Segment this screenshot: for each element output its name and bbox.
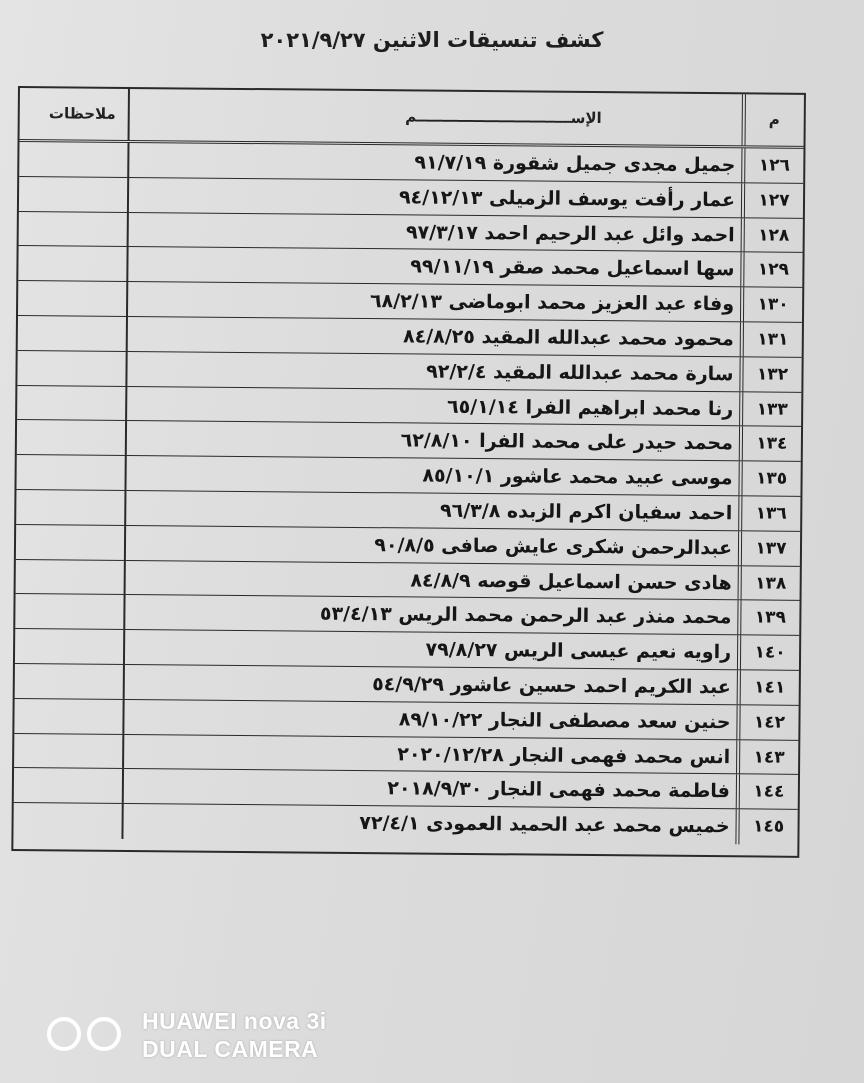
name-cell: سارة محمد عبدالله المقيد ٩٢/٢/٤ bbox=[127, 352, 743, 391]
watermark-camera: DUAL CAMERA bbox=[142, 1036, 319, 1062]
number-cell: ١٤٥ bbox=[752, 816, 785, 837]
header-notes-cell bbox=[20, 88, 130, 140]
name-cell: حنين سعد مصطفى النجار ٨٩/١٠/٢٢ bbox=[124, 700, 740, 739]
name-cell: راويه نعيم عيسى الريس ٧٩/٨/٢٧ bbox=[125, 630, 741, 669]
document-title: كشف تنسيقات الاثنين ٢٠٢١/٩/٢٧ bbox=[260, 28, 604, 52]
number-cell: ١٣٧ bbox=[755, 538, 787, 559]
notes-cell bbox=[18, 246, 128, 281]
table-body bbox=[13, 142, 803, 856]
notes-cell bbox=[19, 177, 129, 212]
notes-cell bbox=[16, 490, 126, 525]
number-cell: ١٤٤ bbox=[753, 781, 785, 803]
notes-cell bbox=[16, 560, 126, 595]
notes-cell bbox=[18, 281, 128, 316]
name-cell: محمد حيدر على محمد الفرا ٦٢/٨/١٠ bbox=[127, 421, 743, 460]
notes-cell bbox=[15, 664, 125, 699]
header-name-label: الإســــــــــــــــــــــــــــــم bbox=[405, 107, 602, 128]
name-cell: وفاء عبد العزيز محمد ابوماضى ٦٨/٢/١٣ bbox=[128, 282, 744, 321]
name-cell: احمد وائل عبد الرحيم احمد ٩٧/٣/١٧ bbox=[129, 213, 745, 252]
notes-cell bbox=[17, 351, 127, 386]
notes-cell bbox=[17, 386, 127, 421]
notes-cell bbox=[19, 212, 129, 247]
name-cell: رنا محمد ابراهيم الفرا ٦٥/١/١٤ bbox=[127, 387, 743, 426]
number-cell: ١٣٣ bbox=[756, 399, 788, 420]
name-cell: هادى حسن اسماعيل قوصه ٨٤/٨/٩ bbox=[126, 561, 742, 600]
number-cell: ١٢٧ bbox=[758, 190, 790, 211]
camera-watermark bbox=[44, 1008, 444, 1068]
number-cell: ١٢٩ bbox=[757, 259, 790, 281]
name-cell: عبد الكريم احمد حسين عاشور ٥٤/٩/٢٩ bbox=[125, 665, 741, 704]
dual-camera-circles-icon bbox=[44, 1012, 134, 1056]
name-cell: احمد سفيان اكرم الزبده ٩٦/٣/٨ bbox=[126, 491, 742, 530]
name-cell: محمد منذر عبد الرحمن محمد الريس ٥٣/٤/١٣ bbox=[125, 595, 741, 634]
number-cell: ١٤١ bbox=[754, 677, 786, 698]
number-cell: ١٣٦ bbox=[755, 503, 787, 524]
number-cell: ١٣٢ bbox=[756, 364, 789, 385]
number-cell: ١٣٩ bbox=[754, 607, 787, 629]
number-cell: ١٤٢ bbox=[753, 712, 786, 733]
name-cell: فاطمة محمد فهمى النجار ٢٠١٨/٩/٣٠ bbox=[124, 769, 740, 808]
name-cell: جميل مجدى جميل شقورة ٩١/٧/١٩ bbox=[129, 143, 745, 182]
name-cell: عمار رأفت يوسف الزميلى ٩٤/١٢/١٣ bbox=[129, 178, 745, 217]
name-cell: عبدالرحمن شكرى عايش صافى ٩٠/٨/٥ bbox=[126, 526, 742, 565]
number-cell: ١٣٠ bbox=[757, 294, 789, 315]
number-cell: ١٣٨ bbox=[755, 573, 787, 594]
notes-cell bbox=[16, 455, 126, 490]
header-number-cell bbox=[746, 94, 804, 146]
name-cell: خميس محمد عبد الحميد العمودى ٧٢/٤/١ bbox=[123, 804, 739, 844]
number-cell: ١٤٠ bbox=[754, 642, 786, 663]
header-notes-label: ملاحظات bbox=[48, 104, 116, 123]
number-cell: ١٣١ bbox=[757, 329, 789, 350]
watermark-model: HUAWEI nova 3i bbox=[142, 1008, 327, 1034]
table-header bbox=[20, 88, 804, 149]
notes-cell bbox=[14, 768, 124, 803]
notes-cell bbox=[13, 803, 123, 839]
table-row bbox=[13, 803, 797, 845]
names-table bbox=[11, 86, 806, 858]
name-cell: موسى عبيد محمد عاشور ٨٥/١٠/١ bbox=[126, 456, 742, 495]
notes-cell bbox=[16, 525, 126, 560]
number-cell: ١٣٥ bbox=[755, 468, 788, 489]
name-cell: محمود محمد عبدالله المقيد ٨٤/٨/٢٥ bbox=[128, 317, 744, 356]
notes-cell bbox=[17, 420, 127, 455]
number-cell: ١٣٤ bbox=[756, 433, 788, 455]
notes-cell bbox=[19, 142, 129, 177]
notes-cell bbox=[18, 316, 128, 351]
name-cell: انس محمد فهمى النجار ٢٠٢٠/١٢/٢٨ bbox=[124, 735, 740, 774]
header-number-label: م bbox=[768, 110, 780, 129]
number-cell: ١٢٦ bbox=[758, 155, 790, 176]
notes-cell bbox=[15, 594, 125, 629]
notes-cell bbox=[14, 699, 124, 734]
number-cell: ١٢٨ bbox=[758, 225, 790, 246]
notes-cell bbox=[14, 734, 124, 769]
number-cell: ١٤٣ bbox=[753, 747, 785, 768]
name-cell: سها اسماعيل محمد صقر ٩٩/١١/١٩ bbox=[128, 247, 744, 286]
notes-cell bbox=[15, 629, 125, 664]
header-name-cell bbox=[130, 89, 746, 145]
